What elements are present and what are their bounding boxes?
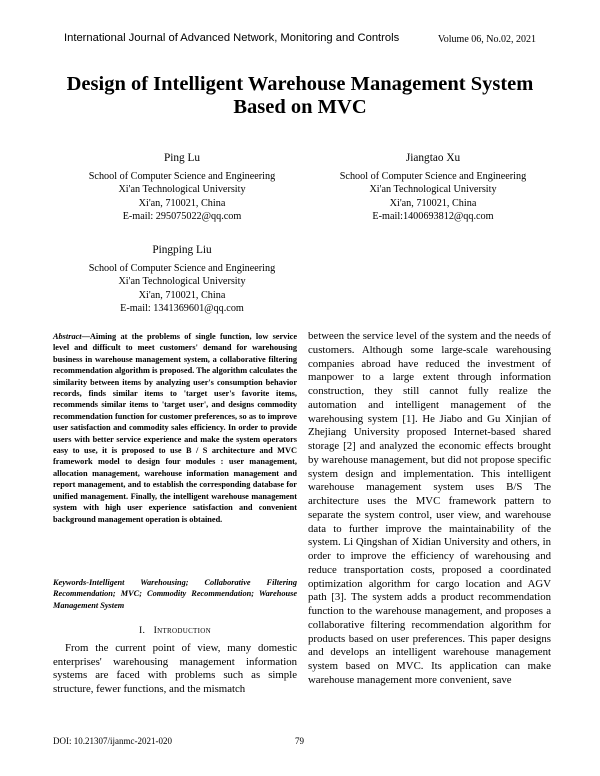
- intro-paragraph-left: From the current point of view, many domestic enterprises' warehousing management information systems are faced with problems such as simple structure, fewer functions, and the mismatch: [53, 642, 297, 696]
- author-city: Xi'an, 710021, China: [138, 289, 226, 301]
- journal-name: International Journal of Advanced Network, Monitoring and Controls: [64, 32, 400, 44]
- author-email: E-mail:1400693812@qq.com: [372, 210, 494, 222]
- author-name: Ping Lu: [163, 152, 201, 164]
- author-univ: Xi'an Technological University: [118, 184, 246, 196]
- section-heading: [53, 625, 297, 636]
- author-email: E-mail: 1341369601@qq.com: [120, 302, 244, 314]
- author-dept: School of Computer Science and Engineering: [88, 263, 276, 275]
- section-number: I.: [139, 625, 146, 636]
- author-email: E-mail: 295075022@qq.com: [122, 210, 242, 222]
- title-line-2: Based on MVC: [233, 96, 367, 118]
- author-univ: Xi'an Technological University: [369, 184, 497, 196]
- intro-paragraph-right: between the service level of the system and the needs of customers. Although some large-scale warehousing companies abroad have reduced the investment of manpower to a large extent through information construction, they still cannot fully realize the automation and intelligent management of the warehousing system [1]. He Jiabo and Gu Xinjian of Zhejiang University proposed Internet-based shared storage [2] and analyzed the economic effects brought by warehouse management, but did not propose specific system design and implementation. This intelligent warehouse management system uses B/S The architecture uses the MVC framework pattern to separate the system control, user view, and warehouse data to further improve the maintainability of the system. Li Qingshan of Xidian University and others, in order to improve the efficiency of warehousing and reduce transportation costs, proposed a coordinated optimization algorithm for cargo location and AGV path [3]. The system adds a product recommendation function to the warehouse management, and proposes a collaborative filtering recommendation algorithm for products based on user preferences. This paper designs and develops an intelligent warehouse management system based on MVC. Its application can make warehouse management more convenient, save: [308, 330, 551, 686]
- author-name: Jiangtao Xu: [405, 152, 461, 164]
- title-line-1: Design of Intelligent Warehouse Management System: [66, 73, 534, 95]
- volume-info: Volume 06, No.02, 2021: [437, 34, 536, 45]
- abstract-text: —Aiming at the problems of single function, low service level and difficult to meet customers' demand for warehousing business in warehouse management system, a collaborative filtering recommendation algorithm is proposed. The algorithm calculates the similarity between items by analyzing user's consumption behavior records, finds similar items to 'target user's favorite items, recommends similar items to 'target user', and designs commodity recommendation function for customer preferences, so as to improve user satisfaction and commodity sales efficiency. In order to provide users with better service experience and make the system operators easy to use, it is proposed to use B / S architecture and MVC framework model to design four modules : user management, allocation management, warehouse information management and report management, and to establish the corresponding database for unified management. Finally, the intelligent warehouse management system with high user experience satisfaction and convenient background management operation is obtained.: [53, 332, 297, 524]
- page-number: 79: [295, 736, 304, 746]
- author-dept: School of Computer Science and Engineering: [88, 171, 276, 183]
- author-city: Xi'an, 710021, China: [138, 197, 226, 209]
- doi: DOI: 10.21307/ijanmc-2021-020: [53, 736, 172, 746]
- author-name: Pingping Liu: [152, 244, 212, 256]
- author-dept: School of Computer Science and Engineering: [339, 171, 527, 183]
- author-univ: Xi'an Technological University: [118, 276, 246, 288]
- author-block-3: [67, 244, 297, 315]
- keywords: Keywords-Intelligent Warehousing; Collaborative Filtering Recommendation; MVC; Commodity Recommendation; Warehouse Management System: [53, 578, 297, 610]
- abstract-label: Abstract: [53, 332, 82, 341]
- author-block-2: [318, 152, 548, 223]
- author-block-1: [67, 152, 297, 223]
- paper-title: [40, 73, 560, 119]
- abstract: [53, 331, 297, 525]
- section-title: Introduction: [153, 625, 211, 636]
- author-city: Xi'an, 710021, China: [389, 197, 477, 209]
